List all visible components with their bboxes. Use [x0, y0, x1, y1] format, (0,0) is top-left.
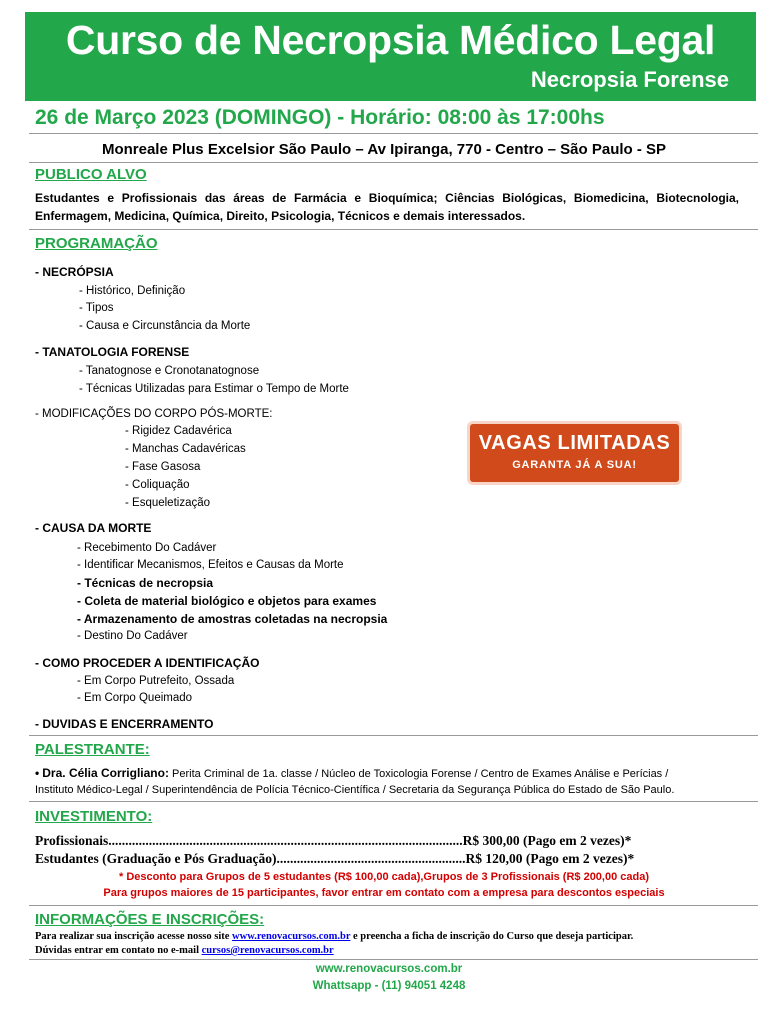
divider	[29, 801, 758, 802]
speaker-description: Perita Criminal de 1a. classe / Núcleo de Toxicologia Forense / Centro de Exames Análise e Perícias /	[172, 768, 669, 780]
divider	[29, 162, 758, 163]
divider	[29, 959, 758, 960]
topic-item: - Destino Do Cadáver	[77, 630, 188, 642]
section-heading-investimento: INVESTIMENTO:	[35, 808, 153, 825]
section-heading-palestrante: PALESTRANTE:	[35, 741, 150, 758]
topic-item: - Armazenamento de amostras coletadas na necropsia	[77, 612, 388, 626]
publico-text: Estudantes e Profissionais das áreas de Farmácia e Bioquímica; Ciências Biológicas, Biomedicina, Biotecnologia, Enfermagem, Medicina, Química, Direito, Psicologia, Técnicos e demais interessados.	[35, 191, 739, 223]
vagas-limitadas-badge[interactable]	[470, 424, 679, 482]
divider	[29, 133, 758, 134]
topic-item: - Coleta de material biológico e objetos para exames	[77, 594, 377, 608]
topic-item: - Tanatognose e Cronotanatognose	[79, 365, 260, 377]
section-heading-programacao: PROGRAMAÇÃO	[35, 235, 158, 252]
topic-item: - Esqueletização	[125, 497, 211, 509]
divider	[29, 905, 758, 906]
topic-item: - Manchas Cadavéricas	[125, 443, 246, 455]
topic-item: - Em Corpo Putrefeito, Ossada	[77, 675, 235, 687]
info-text: Para realizar sua inscrição acesse nosso site	[35, 931, 233, 942]
discount-note: * Desconto para Grupos de 5 estudantes (R$ 100,00 cada),Grupos de 3 Profissionais (R$ 200,00 cada)	[118, 871, 650, 883]
topic-item: - Técnicas Utilizadas para Estimar o Tempo de Morte	[79, 383, 349, 395]
email-link[interactable]: cursos@renovacursos.com.br	[201, 945, 334, 956]
event-date-time: 26 de Março 2023 (DOMINGO) - Horário: 08:00 às 17:00hs	[35, 106, 605, 129]
website-link[interactable]: www.renovacursos.com.br	[232, 931, 351, 942]
badge-subtitle: GARANTA JÁ A SUA!	[512, 459, 637, 471]
price-profissionais: Profissionais.........................................................................................................R$ 300,00 (Pago em 2 vezes)*	[35, 833, 632, 848]
topic-item: - Histórico, Definição	[79, 285, 186, 297]
price-estudantes: Estudantes (Graduação e Pós Graduação)........................................................R$ 120,00 (Pago em 2 vezes)*	[35, 851, 635, 866]
speaker-name: Dra. Célia Corrigliano:	[42, 766, 169, 780]
topic-item: - Coliquação	[125, 479, 190, 491]
topic-item: - Tipos	[79, 302, 114, 314]
course-subtitle: Necropsia Forense	[530, 67, 729, 92]
event-venue: Monreale Plus Excelsior São Paulo – Av Ipiranga, 770 - Centro – São Paulo - SP	[101, 141, 667, 158]
footer-whatsapp: Whattsapp - (11) 94051 4248	[312, 980, 466, 992]
topic-item: - Identificar Mecanismos, Efeitos e Causas da Morte	[77, 559, 344, 571]
divider	[29, 735, 758, 736]
topic-title: - TANATOLOGIA FORENSE	[35, 345, 190, 359]
topic-item: - Rigidez Cadavérica	[125, 425, 232, 437]
badge-title: VAGAS LIMITADAS	[478, 432, 671, 454]
header-banner	[25, 12, 756, 101]
topic-title: - DUVIDAS E ENCERRAMENTO	[35, 717, 214, 731]
info-text: e preencha a ficha de inscrição do Curso que deseja participar.	[350, 931, 634, 942]
topic-title: - CAUSA DA MORTE	[35, 521, 152, 535]
info-line-2	[35, 944, 334, 957]
topic-title: - MODIFICAÇÕES DO CORPO PÓS-MORTE:	[35, 408, 273, 420]
speaker-line-2: Instituto Médico-Legal / Superintendência de Polícia Técnico-Científica / Secretaria da Segurança Pública do Estado de São Paulo.	[35, 784, 675, 796]
info-text: Dúvidas entrar em contato no e-mail	[35, 945, 202, 956]
divider	[29, 229, 758, 230]
section-heading-publico: PUBLICO ALVO	[35, 166, 147, 183]
groups-note: Para grupos maiores de 15 participantes, favor entrar em contato com a empresa para descontos especiais	[103, 887, 665, 899]
topic-title: - NECRÓPSIA	[35, 265, 114, 279]
topic-title: - COMO PROCEDER A IDENTIFICAÇÃO	[35, 656, 260, 670]
section-heading-info: INFORMAÇÕES E INSCRIÇÕES:	[35, 911, 265, 928]
topic-item: - Técnicas de necropsia	[77, 576, 214, 590]
info-line-1	[35, 930, 633, 943]
topic-item: - Recebimento Do Cadáver	[77, 542, 217, 554]
topic-item: - Fase Gasosa	[125, 461, 201, 473]
course-title: Curso de Necropsia Médico Legal	[65, 17, 716, 63]
footer-website[interactable]: www.renovacursos.com.br	[315, 963, 463, 975]
topic-item: - Causa e Circunstância da Morte	[79, 320, 251, 332]
topic-item: - Em Corpo Queimado	[77, 692, 193, 704]
bullet: •	[35, 766, 40, 780]
